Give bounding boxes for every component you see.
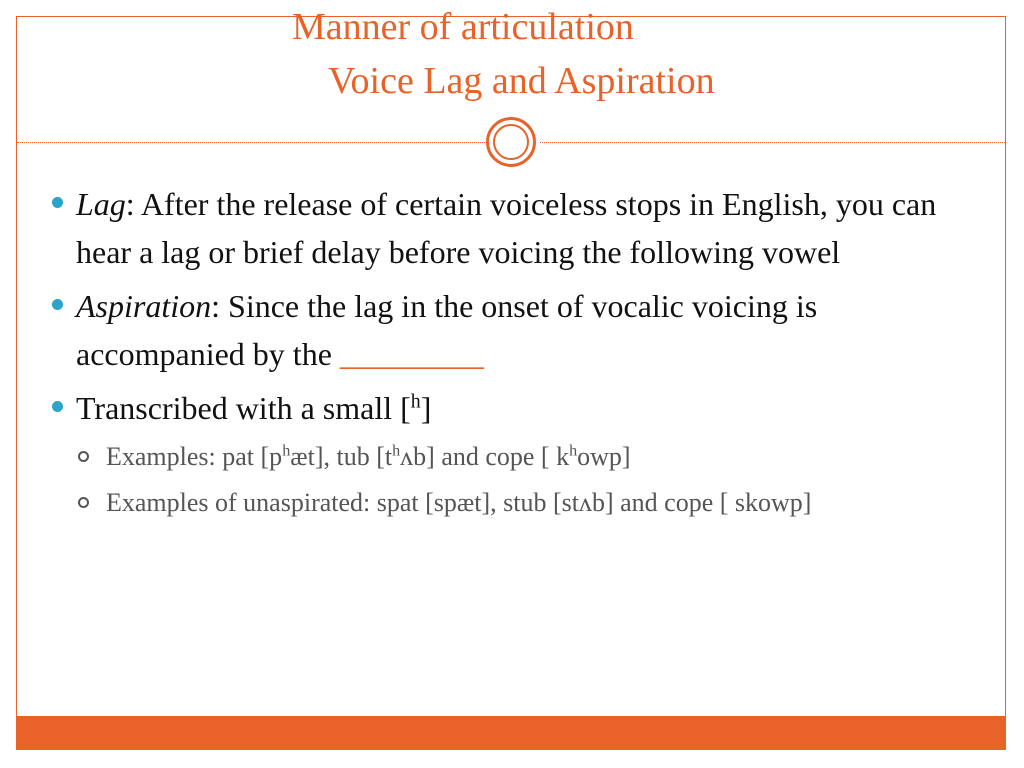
bullet-lag-text: : After the release of certain voiceless stops in English, you can hear a lag or brief delay before voicing the following vowel: [76, 186, 937, 270]
unaspirated-examples-text: Examples of unaspirated: spat [spæt], stub [stʌb] and cope [ skowp]: [106, 488, 812, 517]
bullet-transcribed-text-before: Transcribed with a small [: [76, 390, 411, 426]
bullet-dot-icon: [52, 197, 63, 208]
bullet-aspiration: [48, 282, 988, 378]
circle-ornament-inner: [493, 124, 529, 160]
superscript-h: h: [282, 442, 291, 460]
bullet-transcribed-text-after: ]: [420, 390, 432, 426]
fill-in-blank: _________: [339, 336, 484, 372]
subbullet-aspirated-examples: [48, 438, 988, 476]
superscript-h: h: [410, 390, 421, 413]
bullet-lag: [48, 180, 988, 276]
slide-content: [48, 180, 988, 530]
subbullet-unaspirated-examples: [48, 484, 988, 522]
example-part-4: owp]: [577, 442, 631, 471]
example-part-2: æt], tub [t: [290, 442, 393, 471]
superscript-h: h: [569, 442, 578, 460]
bullet-aspiration-text: : Since the lag in the onset of vocalic voicing is accompanied by the: [76, 288, 818, 372]
title-line-2: Voice Lag and Aspiration: [328, 60, 715, 102]
title-line-1: Manner of articulation: [292, 6, 634, 48]
circle-ornament-icon: [486, 117, 536, 167]
example-part-3: ʌb] and cope [ k: [400, 442, 570, 471]
superscript-h: h: [392, 442, 401, 460]
example-part-1: Examples: pat [p: [106, 442, 283, 471]
term-lag: Lag: [76, 186, 126, 222]
title-divider-left: [17, 142, 485, 143]
bullet-dot-icon: [52, 299, 63, 310]
bullet-transcribed: [48, 384, 988, 432]
term-aspiration: Aspiration: [76, 288, 212, 324]
title-divider-right: [540, 142, 1005, 143]
hollow-circle-bullet-icon: [78, 451, 89, 462]
bullet-dot-icon: [52, 401, 63, 412]
hollow-circle-bullet-icon: [78, 497, 89, 508]
footer-bar: [17, 716, 1005, 749]
